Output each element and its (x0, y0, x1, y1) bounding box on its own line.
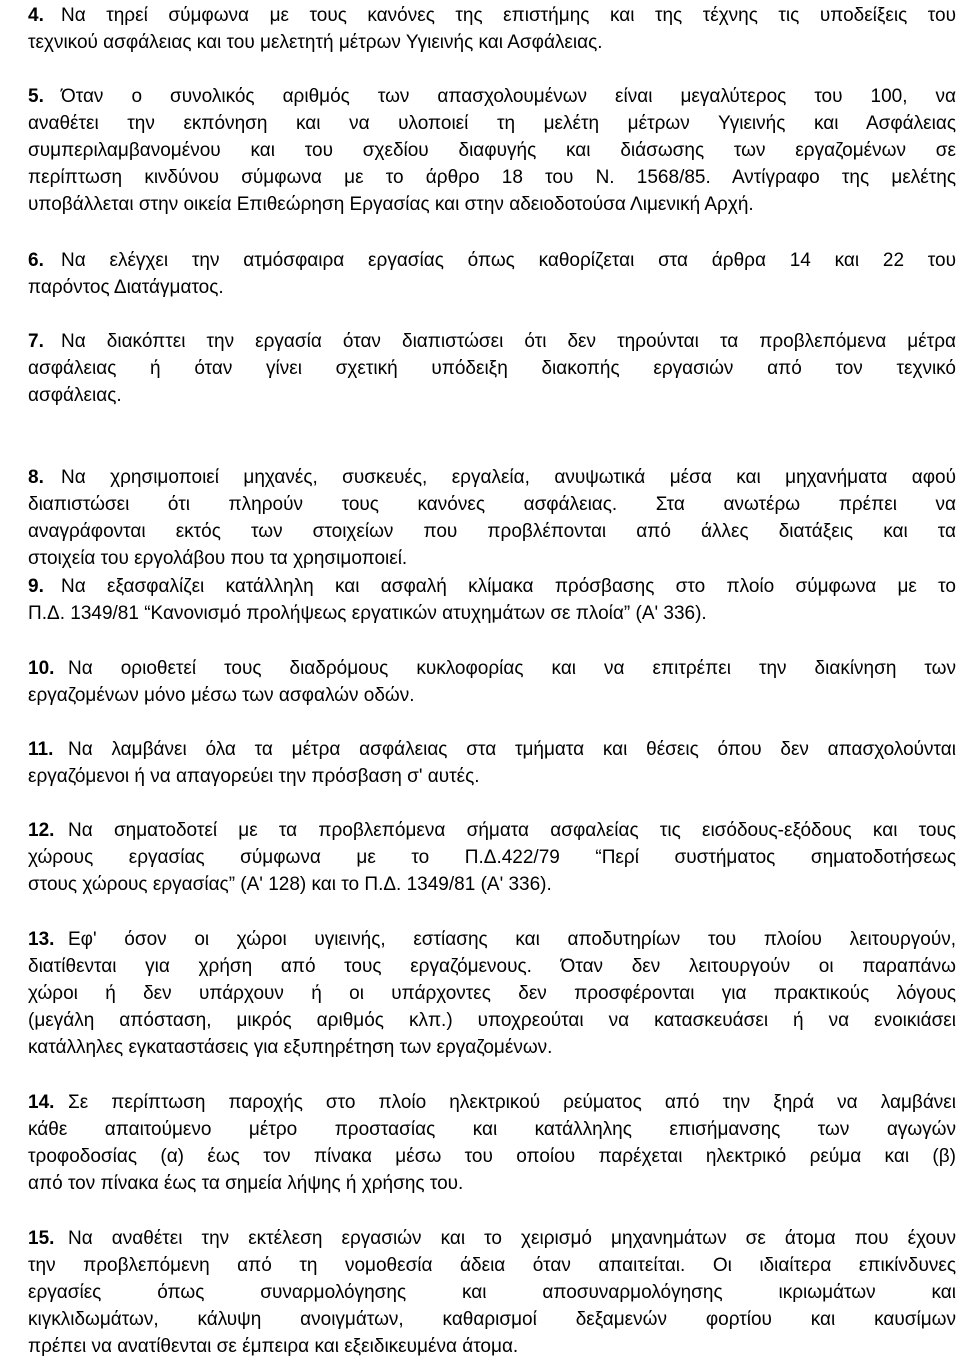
text-line: Να χρησιμοποιεί μηχανές, συσκευές, εργαλεία, ανυψωτικά μέσα και μηχανήματα αφού (61, 467, 956, 488)
text-line: περίπτωση κινδύνου σύμφωνα με το άρθρο 18 του Ν. 1568/85. Αντίγραφο της μελέτης (28, 167, 956, 188)
item-text (28, 1089, 956, 1197)
item-text (28, 83, 956, 218)
item-number: 9. (28, 576, 44, 597)
text-line: από τον πίνακα έως τα σημεία λήψης ή χρήσης του. (28, 1173, 464, 1194)
text-line: Να αναθέτει την εκτέλεση εργασιών και το χειρισμό μηχανημάτων σε άτομα που έχουν (68, 1228, 956, 1249)
item-number: 6. (28, 250, 44, 271)
item-text (28, 247, 956, 301)
item-number: 4. (28, 5, 44, 26)
text-line: Π.Δ. 1349/81 “Κανονισμό προλήψεως εργατικών ατυχημάτων σε πλοία” (Α' 336). (28, 603, 707, 624)
list-item (28, 2, 956, 56)
text-line: συμπεριλαμβανομένου και του σχεδίου διαφυγής και διάσωσης των εργαζομένων σε (28, 140, 956, 161)
item-number: 14. (28, 1092, 55, 1113)
list-item (28, 573, 956, 627)
text-line: (μεγάλη απόσταση, μικρός αριθμός κλπ.) υποχρεούται να κατασκευάσει ή να ενοικιάσει (28, 1010, 956, 1031)
text-line: χώροι ή δεν υπάρχουν ή οι υπάρχοντες δεν προσφέρονται για πρακτικούς λόγους (28, 983, 956, 1004)
text-line: στοιχεία του εργολάβου που τα χρησιμοποιεί. (28, 548, 408, 569)
text-line: παρόντος Διατάγματος. (28, 277, 224, 298)
text-line: Όταν ο συνολικός αριθμός των απασχολουμένων είναι μεγαλύτερος του 100, να (61, 86, 956, 107)
list-item (28, 1225, 956, 1360)
text-line: αναγράφονται εκτός των στοιχείων που προβλέπονται από άλλες διατάξεις και τα (28, 521, 956, 542)
text-line: αναθέτει την εκπόνηση και να υλοποιεί τη μελέτη μέτρων Υγιεινής και Ασφάλειας (28, 113, 956, 134)
list-item (28, 736, 956, 790)
list-item (28, 328, 956, 409)
text-line: Να διακόπτει την εργασία όταν διαπιστώσει ότι δεν τηρούνται τα προβλεπόμενα μέτρα (61, 331, 956, 352)
item-number: 11. (28, 739, 54, 760)
text-line: Σε περίπτωση παροχής στο πλοίο ηλεκτρικού ρεύματος από την ξηρά να λαμβάνει (68, 1092, 956, 1113)
text-line: κάθε απαιτούμενο μέτρο προστασίας και κατάλληλης επισήμανσης των αγωγών (28, 1119, 956, 1140)
item-number: 12. (28, 820, 55, 841)
text-line: Να λαμβάνει όλα τα μέτρα ασφάλειας στα τμήματα και θέσεις όπου δεν απασχολούνται (68, 739, 956, 760)
text-line: εργασίες όπως συναρμολόγησης και αποσυναρμολόγησης ικριωμάτων και (28, 1282, 956, 1303)
text-line: εργαζομένων μόνο μέσω των ασφαλών οδών. (28, 685, 415, 706)
text-line: Να σηματοδοτεί με τα προβλεπόμενα σήματα ασφαλείας τις εισόδους-εξόδους και τους (68, 820, 956, 841)
text-line: στους χώρους εργασίας” (Α' 128) και το Π.Δ. 1349/81 (Α' 336). (28, 874, 552, 895)
text-line: Να οριοθετεί τους διαδρόμους κυκλοφορίας και να επιτρέπει την διακίνηση των (68, 658, 956, 679)
item-number: 5. (28, 86, 44, 107)
list-item (28, 926, 956, 1061)
text-line: τροφοδοσίας (α) έως τον πίνακα μέσω του οποίου παρέχεται ηλεκτρικό ρεύμα και (β) (28, 1146, 956, 1167)
text-line: υποβάλλεται στην οικεία Επιθεώρηση Εργασίας και στην αδειοδοτούσα Λιμενική Αρχή. (28, 194, 754, 215)
text-line: πρέπει να ανατίθενται σε έμπειρα και εξειδικευμένα άτομα. (28, 1336, 519, 1357)
list-item (28, 83, 956, 218)
item-number: 15. (28, 1228, 55, 1249)
text-line: διαπιστώσει ότι πληρούν τους κανόνες ασφάλειας. Στα ανωτέρω πρέπει να (28, 494, 956, 515)
item-text (28, 464, 956, 572)
text-line: ασφάλειας. (28, 385, 122, 406)
item-text (28, 573, 956, 627)
text-line: την προβλεπόμενη από τη νομοθεσία άδεια όταν απαιτείται. Οι ιδιαίτερα επικίνδυνες (28, 1255, 956, 1276)
item-number: 8. (28, 467, 44, 488)
text-line: κατάλληλες εγκαταστάσεις για εξυπηρέτηση των εργαζομένων. (28, 1037, 553, 1058)
text-line: Εφ' όσον οι χώροι υγιεινής, εστίασης και αποδυτηρίων του πλοίου λειτουργούν, (68, 929, 956, 950)
text-line: Να ελέγχει την ατμόσφαιρα εργασίας όπως καθορίζεται στα άρθρα 14 και 22 του (61, 250, 956, 271)
text-line: τεχνικού ασφάλειας και του μελετητή μέτρων Υγιεινής και Ασφάλειας. (28, 32, 603, 53)
text-line: χώρους εργασίας σύμφωνα με το Π.Δ.422/79 “Περί συστήματος σηματοδοτήσεως (28, 847, 956, 868)
list-item (28, 655, 956, 709)
text-line: κιγκλιδωμάτων, κάλυψη ανοιγμάτων, καθαρισμοί δεξαμενών φορτίου και καυσίμων (28, 1309, 956, 1330)
item-number: 7. (28, 331, 44, 352)
item-number: 10. (28, 658, 55, 679)
list-item (28, 1089, 956, 1197)
item-text (28, 655, 956, 709)
item-text (28, 2, 956, 56)
text-line: εργαζόμενοι ή να απαγορεύει την πρόσβαση σ' αυτές. (28, 766, 480, 787)
list-item (28, 817, 956, 898)
text-line: Να εξασφαλίζει κατάλληλη και ασφαλή κλίμακα πρόσβασης στο πλοίο σύμφωνα με το (61, 576, 956, 597)
item-text (28, 1225, 956, 1360)
list-item (28, 247, 956, 301)
item-text (28, 817, 956, 898)
text-line: Να τηρεί σύμφωνα με τους κανόνες της επιστήμης και της τέχνης τις υποδείξεις του (61, 5, 956, 26)
item-text (28, 736, 956, 790)
item-number: 13. (28, 929, 55, 950)
list-item (28, 464, 956, 572)
item-text (28, 328, 956, 409)
text-line: διατίθενται για χρήση από τους εργαζόμενους. Όταν δεν λειτουργούν οι παραπάνω (28, 956, 956, 977)
item-text (28, 926, 956, 1061)
text-line: ασφάλειας ή όταν γίνει σχετική υπόδειξη διακοπής εργασιών από τον τεχνικό (28, 358, 956, 379)
